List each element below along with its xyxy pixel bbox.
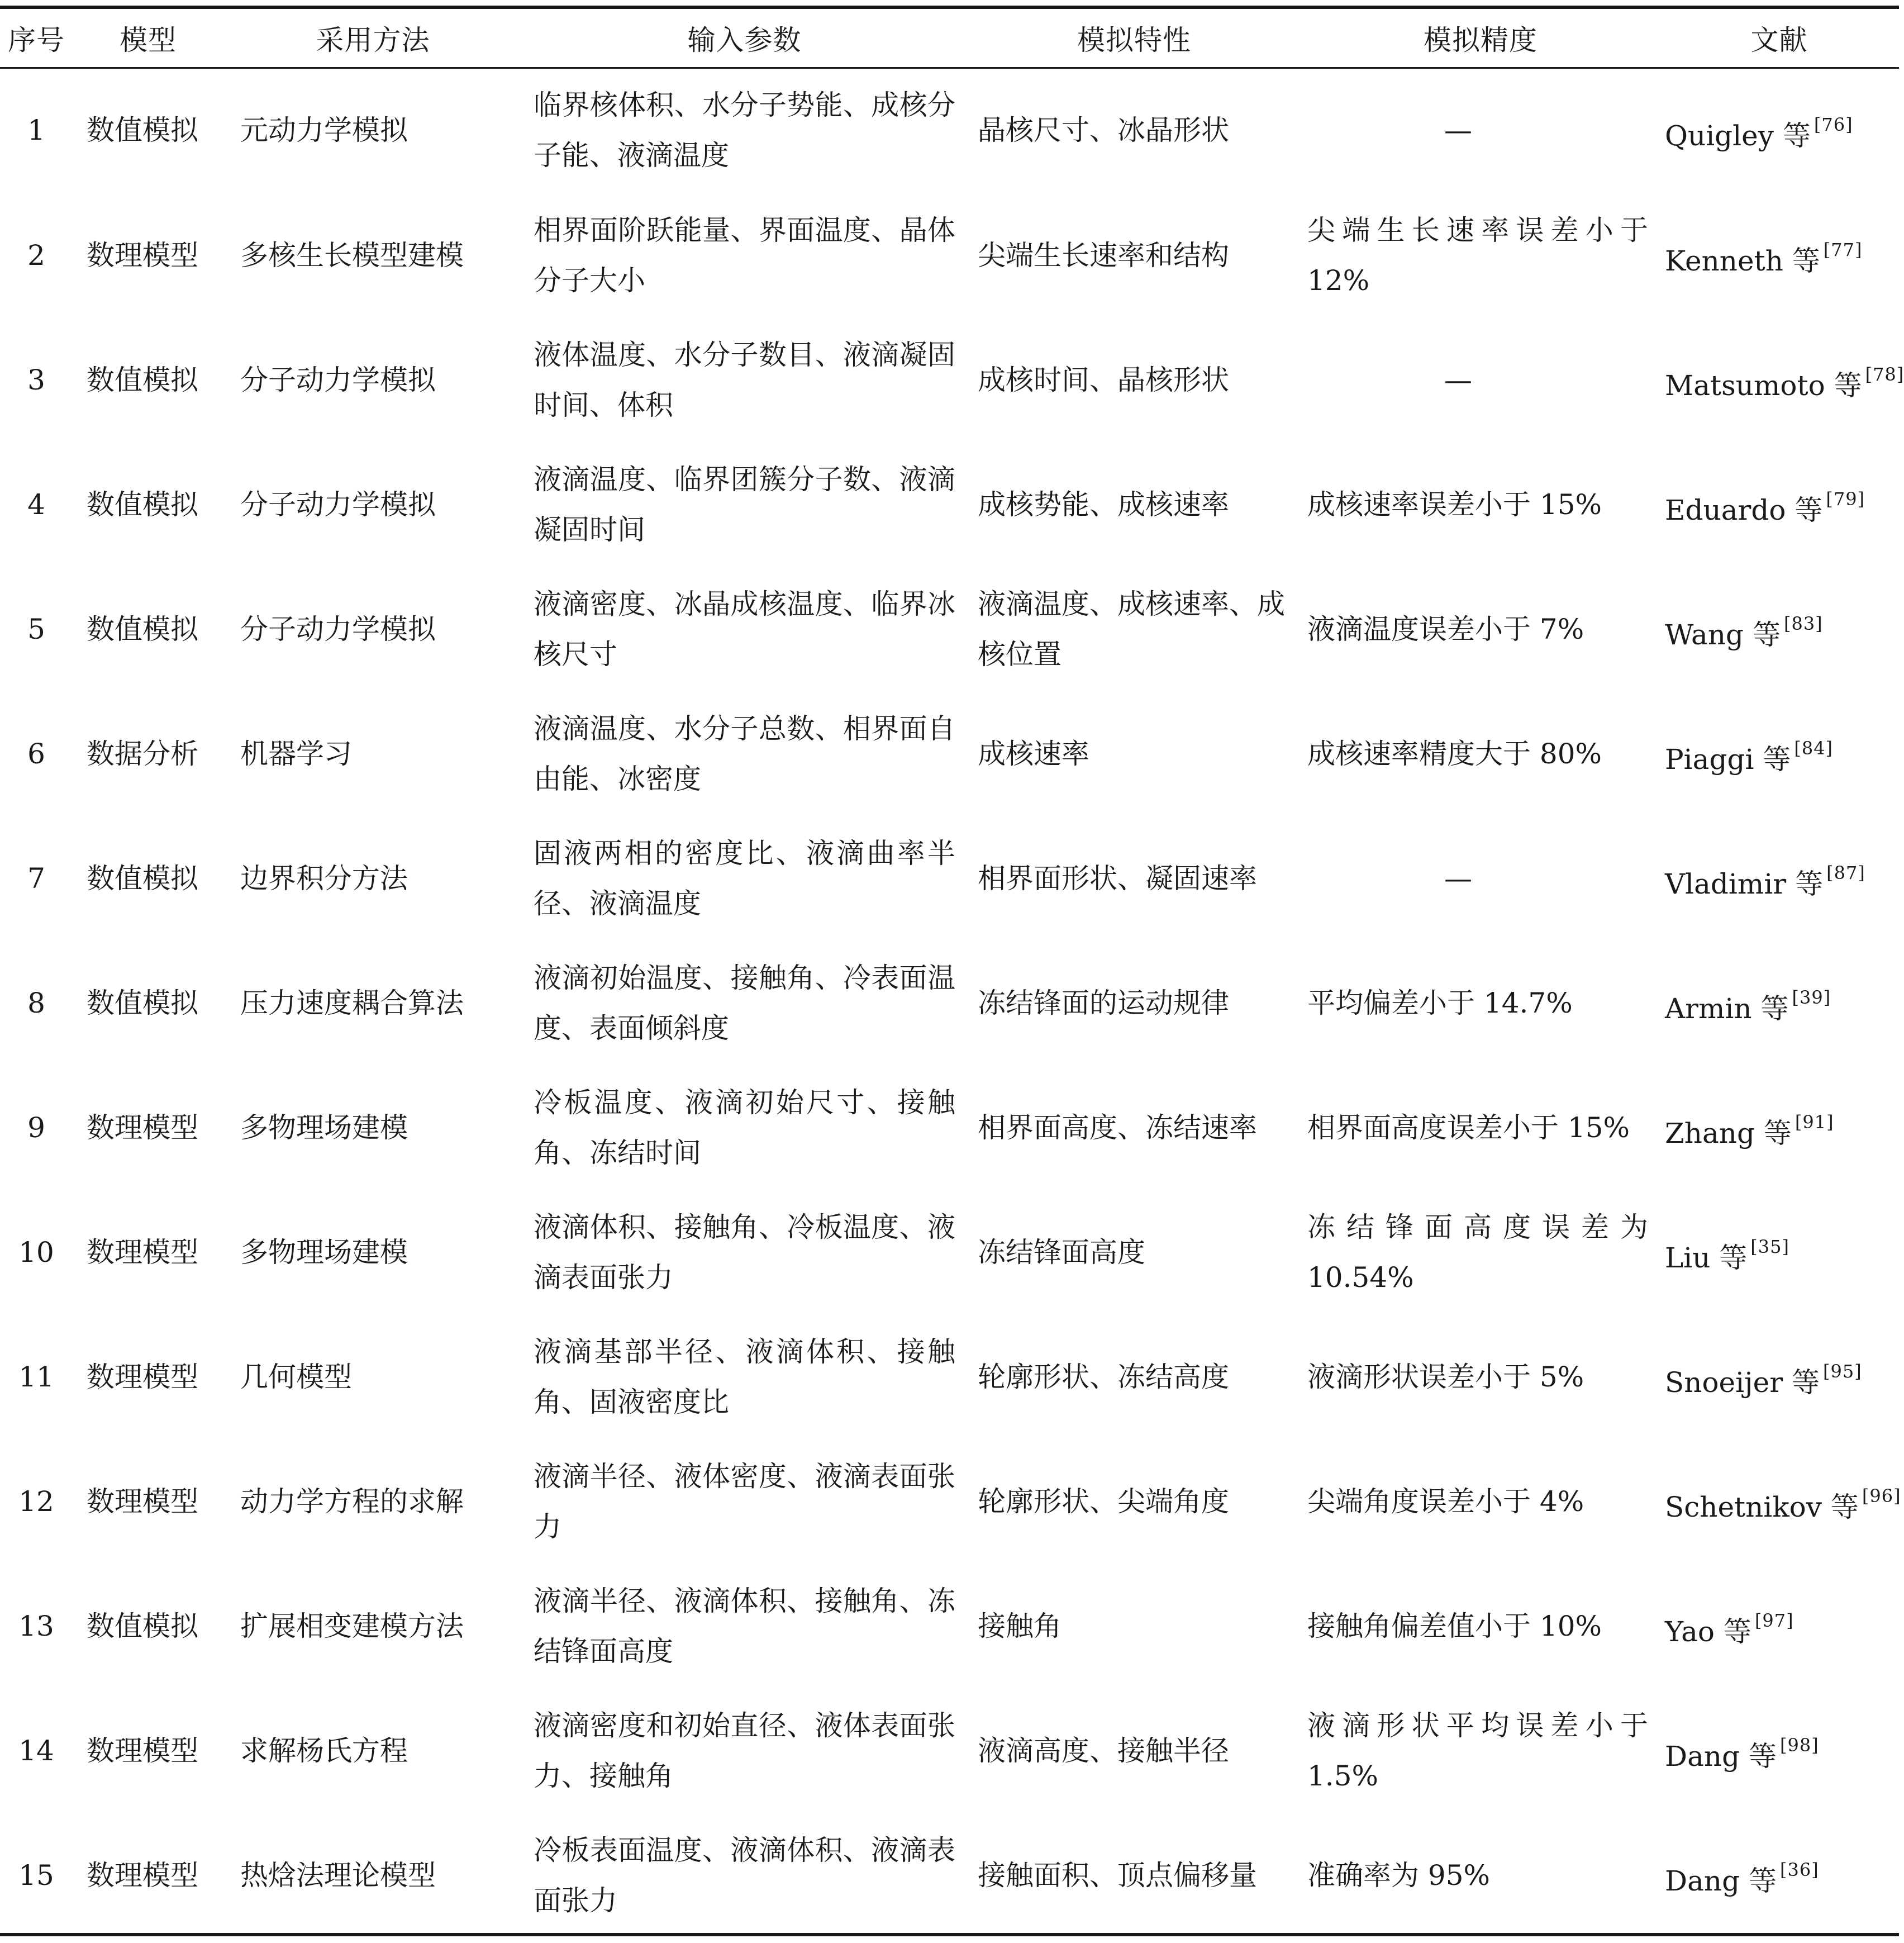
cell-method: 热焓法理论模型 (240, 1859, 436, 1892)
table-row (0, 1813, 1899, 1937)
cell-sim-properties: 成核时间、晶核形状 (978, 363, 1229, 396)
header-sim-properties: 模拟特性 (1077, 24, 1191, 56)
cell-sim-accuracy: — (1444, 862, 1472, 895)
cell-model: 数值模拟 (87, 986, 198, 1019)
cell-method: 求解杨氏方程 (240, 1734, 408, 1767)
cell-sim-properties: 相界面高度、冻结速率 (978, 1111, 1257, 1144)
cell-method: 分子动力学模拟 (240, 612, 436, 645)
table-row (0, 193, 1899, 317)
cell-input-params: 液滴温度、水分子总数、相界面自由能、冰密度 (534, 712, 955, 795)
cell-input-params: 液滴体积、接触角、冷板温度、液滴表面张力 (534, 1210, 955, 1294)
cell-sim-properties: 尖端生长速率和结构 (978, 239, 1229, 272)
cell-sim-accuracy: 尖端角度误差小于 4% (1307, 1485, 1584, 1518)
cell-sim-properties: 成核势能、成核速率 (978, 488, 1229, 521)
cell-model: 数理模型 (87, 1485, 198, 1518)
reference-citation-number: [35] (1750, 1236, 1789, 1257)
cell-sim-accuracy: 准确率为 95% (1307, 1859, 1491, 1892)
cell-input-params: 冷板表面温度、液滴体积、液滴表面张力 (534, 1833, 955, 1917)
table-row (0, 691, 1899, 816)
reference-citation-number: [39] (1792, 986, 1831, 1008)
table-row (0, 1688, 1899, 1813)
cell-reference (1659, 1813, 1899, 1937)
reference-citation-number: [96] (1862, 1485, 1901, 1507)
cell-sim-accuracy: 尖端生长速率误差小于 12% (1307, 213, 1648, 297)
reference-author: Eduardo 等 (1665, 493, 1823, 526)
cell-sim-accuracy: — (1444, 363, 1472, 396)
reference-citation-number: [84] (1794, 737, 1834, 759)
reference-citation-number: [78] (1865, 363, 1904, 385)
cell-sim-properties: 接触角 (978, 1609, 1062, 1642)
cell-sim-accuracy: — (1444, 113, 1472, 146)
cell-model: 数值模拟 (87, 862, 198, 895)
cell-sim-accuracy: 相界面高度误差小于 15% (1307, 1111, 1630, 1144)
cell-reference (1659, 1564, 1899, 1688)
reference-citation-number: [83] (1783, 612, 1823, 634)
cell-reference (1659, 67, 1899, 193)
header-index: 序号 (8, 24, 65, 56)
header-model: 模型 (120, 24, 177, 56)
cell-model: 数理模型 (87, 1734, 198, 1767)
table-row (0, 442, 1899, 567)
cell-input-params: 液滴半径、液体密度、液滴表面张力 (534, 1460, 955, 1543)
reference-author: Quigley 等 (1665, 119, 1811, 152)
reference-author: Matsumoto 等 (1665, 369, 1862, 402)
cell-input-params: 固液两相的密度比、液滴曲率半径、液滴温度 (534, 837, 955, 920)
reference-author: Wang 等 (1665, 618, 1781, 651)
cell-index: 7 (27, 862, 45, 895)
table-row (0, 1439, 1899, 1564)
reference-author: Armin 等 (1665, 992, 1789, 1025)
reference-author: Dang 等 (1665, 1864, 1777, 1897)
cell-method: 几何模型 (240, 1360, 352, 1393)
cell-reference (1659, 1439, 1899, 1564)
cell-sim-properties: 冻结锋面的运动规律 (978, 986, 1229, 1019)
cell-sim-properties: 晶核尺寸、冰晶形状 (978, 113, 1229, 146)
reference-author: Dang 等 (1665, 1740, 1777, 1773)
cell-sim-properties: 接触面积、顶点偏移量 (978, 1859, 1257, 1892)
cell-input-params: 液滴初始温度、接触角、冷表面温度、表面倾斜度 (534, 961, 955, 1044)
cell-input-params: 液滴密度、冰晶成核温度、临界冰核尺寸 (534, 587, 955, 671)
cell-method: 扩展相变建模方法 (240, 1609, 464, 1642)
cell-reference (1659, 317, 1904, 442)
cell-model: 数理模型 (87, 239, 198, 272)
cell-index: 10 (18, 1236, 54, 1269)
comparison-table (0, 9, 1904, 1937)
reference-citation-number: [87] (1826, 862, 1865, 883)
header-row (0, 9, 1899, 67)
cell-sim-accuracy: 液滴形状误差小于 5% (1307, 1360, 1584, 1393)
cell-reference (1659, 442, 1899, 567)
header-input-params: 输入参数 (687, 24, 802, 56)
cell-reference (1659, 1065, 1899, 1190)
table-row (0, 1190, 1899, 1314)
cell-sim-accuracy: 冻结锋面高度误差为 10.54% (1307, 1210, 1648, 1294)
reference-author: Piaggi 等 (1665, 743, 1791, 776)
cell-method: 多物理场建模 (240, 1111, 408, 1144)
cell-sim-properties: 液滴温度、成核速率、成核位置 (978, 587, 1285, 671)
cell-sim-accuracy: 成核速率误差小于 15% (1307, 488, 1602, 521)
cell-method: 分子动力学模拟 (240, 488, 436, 521)
cell-model: 数理模型 (87, 1111, 198, 1144)
cell-reference (1659, 1314, 1899, 1439)
cell-method: 分子动力学模拟 (240, 363, 436, 396)
cell-sim-accuracy: 平均偏差小于 14.7% (1307, 986, 1573, 1019)
reference-citation-number: [36] (1780, 1859, 1819, 1880)
table-row (0, 67, 1899, 193)
cell-index: 12 (18, 1485, 54, 1518)
cell-input-params: 液滴半径、液滴体积、接触角、冻结锋面高度 (534, 1584, 955, 1668)
cell-sim-accuracy: 液滴形状平均误差小于 1.5% (1307, 1709, 1648, 1792)
cell-index: 1 (27, 113, 45, 146)
cell-model: 数值模拟 (87, 1609, 198, 1642)
cell-model: 数值模拟 (87, 113, 198, 146)
table-row (0, 1314, 1899, 1439)
table-row (0, 940, 1899, 1065)
reference-author: Vladimir 等 (1665, 867, 1824, 900)
table-row (0, 567, 1899, 691)
cell-reference (1659, 193, 1899, 317)
cell-method: 多物理场建模 (240, 1236, 408, 1269)
cell-reference (1659, 940, 1899, 1065)
table-header (0, 9, 1899, 67)
cell-sim-accuracy: 成核速率精度大于 80% (1307, 737, 1602, 770)
cell-model: 数理模型 (87, 1859, 198, 1892)
cell-model: 数值模拟 (87, 488, 198, 521)
cell-method: 元动力学模拟 (240, 113, 408, 146)
table-row (0, 1564, 1899, 1688)
cell-reference (1659, 1688, 1899, 1813)
cell-sim-properties: 成核速率 (978, 737, 1089, 770)
reference-citation-number: [98] (1780, 1734, 1819, 1756)
cell-method: 压力速度耦合算法 (240, 986, 464, 1019)
cell-method: 边界积分方法 (240, 862, 408, 895)
cell-index: 13 (18, 1609, 54, 1642)
reference-citation-number: [79] (1826, 488, 1865, 510)
cell-index: 8 (27, 986, 45, 1019)
cell-input-params: 液滴基部半径、液滴体积、接触角、固液密度比 (534, 1335, 955, 1418)
reference-citation-number: [91] (1794, 1111, 1834, 1133)
cell-input-params: 液滴密度和初始直径、液体表面张力、接触角 (534, 1709, 955, 1792)
cell-input-params: 液滴温度、临界团簇分子数、液滴凝固时间 (534, 463, 955, 546)
cell-sim-accuracy: 液滴温度误差小于 7% (1307, 612, 1584, 645)
cell-sim-accuracy: 接触角偏差值小于 10% (1307, 1609, 1602, 1642)
cell-input-params: 液体温度、水分子数目、液滴凝固时间、体积 (534, 338, 955, 421)
cell-model: 数理模型 (87, 1236, 198, 1269)
cell-sim-properties: 相界面形状、凝固速率 (978, 862, 1257, 895)
table-body (0, 67, 1904, 1937)
cell-index: 9 (27, 1111, 45, 1144)
reference-citation-number: [95] (1823, 1360, 1862, 1382)
cell-index: 2 (27, 239, 45, 272)
reference-author: Snoeijer 等 (1665, 1366, 1820, 1399)
cell-index: 11 (18, 1360, 54, 1393)
table-row (0, 1065, 1899, 1190)
reference-citation-number: [76] (1813, 113, 1853, 135)
cell-sim-properties: 冻结锋面高度 (978, 1236, 1145, 1269)
table-row (0, 816, 1899, 940)
header-method: 采用方法 (316, 24, 430, 56)
reference-citation-number: [97] (1754, 1609, 1794, 1631)
cell-index: 15 (18, 1859, 54, 1892)
header-sim-accuracy: 模拟精度 (1424, 24, 1538, 56)
cell-index: 14 (18, 1734, 54, 1767)
cell-method: 多核生长模型建模 (240, 239, 464, 272)
cell-method: 动力学方程的求解 (240, 1485, 464, 1518)
cell-input-params: 相界面阶跃能量、界面温度、晶体分子大小 (534, 213, 955, 297)
cell-sim-properties: 轮廓形状、尖端角度 (978, 1485, 1229, 1518)
cell-reference (1659, 567, 1899, 691)
reference-author: Liu 等 (1665, 1241, 1748, 1274)
cell-model: 数据分析 (87, 737, 198, 770)
cell-model: 数理模型 (87, 1360, 198, 1393)
reference-author: Schetnikov 等 (1665, 1490, 1859, 1523)
cell-input-params: 冷板温度、液滴初始尺寸、接触角、冻结时间 (534, 1086, 955, 1169)
cell-model: 数值模拟 (87, 612, 198, 645)
cell-sim-properties: 液滴高度、接触半径 (978, 1734, 1229, 1767)
cell-input-params: 临界核体积、水分子势能、成核分子能、液滴温度 (534, 88, 955, 172)
cell-sim-properties: 轮廓形状、冻结高度 (978, 1360, 1229, 1393)
header-reference: 文献 (1750, 24, 1808, 56)
reference-author: Zhang 等 (1665, 1117, 1792, 1149)
cell-index: 4 (27, 488, 45, 521)
cell-method: 机器学习 (240, 737, 352, 770)
cell-reference (1659, 816, 1899, 940)
cell-model: 数值模拟 (87, 363, 198, 396)
reference-author: Kenneth 等 (1665, 244, 1820, 277)
reference-citation-number: [77] (1823, 239, 1863, 260)
cell-index: 3 (27, 363, 45, 396)
table-row (0, 317, 1899, 442)
cell-index: 5 (27, 612, 45, 645)
reference-author: Yao 等 (1665, 1615, 1751, 1648)
cell-index: 6 (27, 737, 45, 770)
cell-reference (1659, 1190, 1899, 1314)
cell-reference (1659, 691, 1899, 816)
